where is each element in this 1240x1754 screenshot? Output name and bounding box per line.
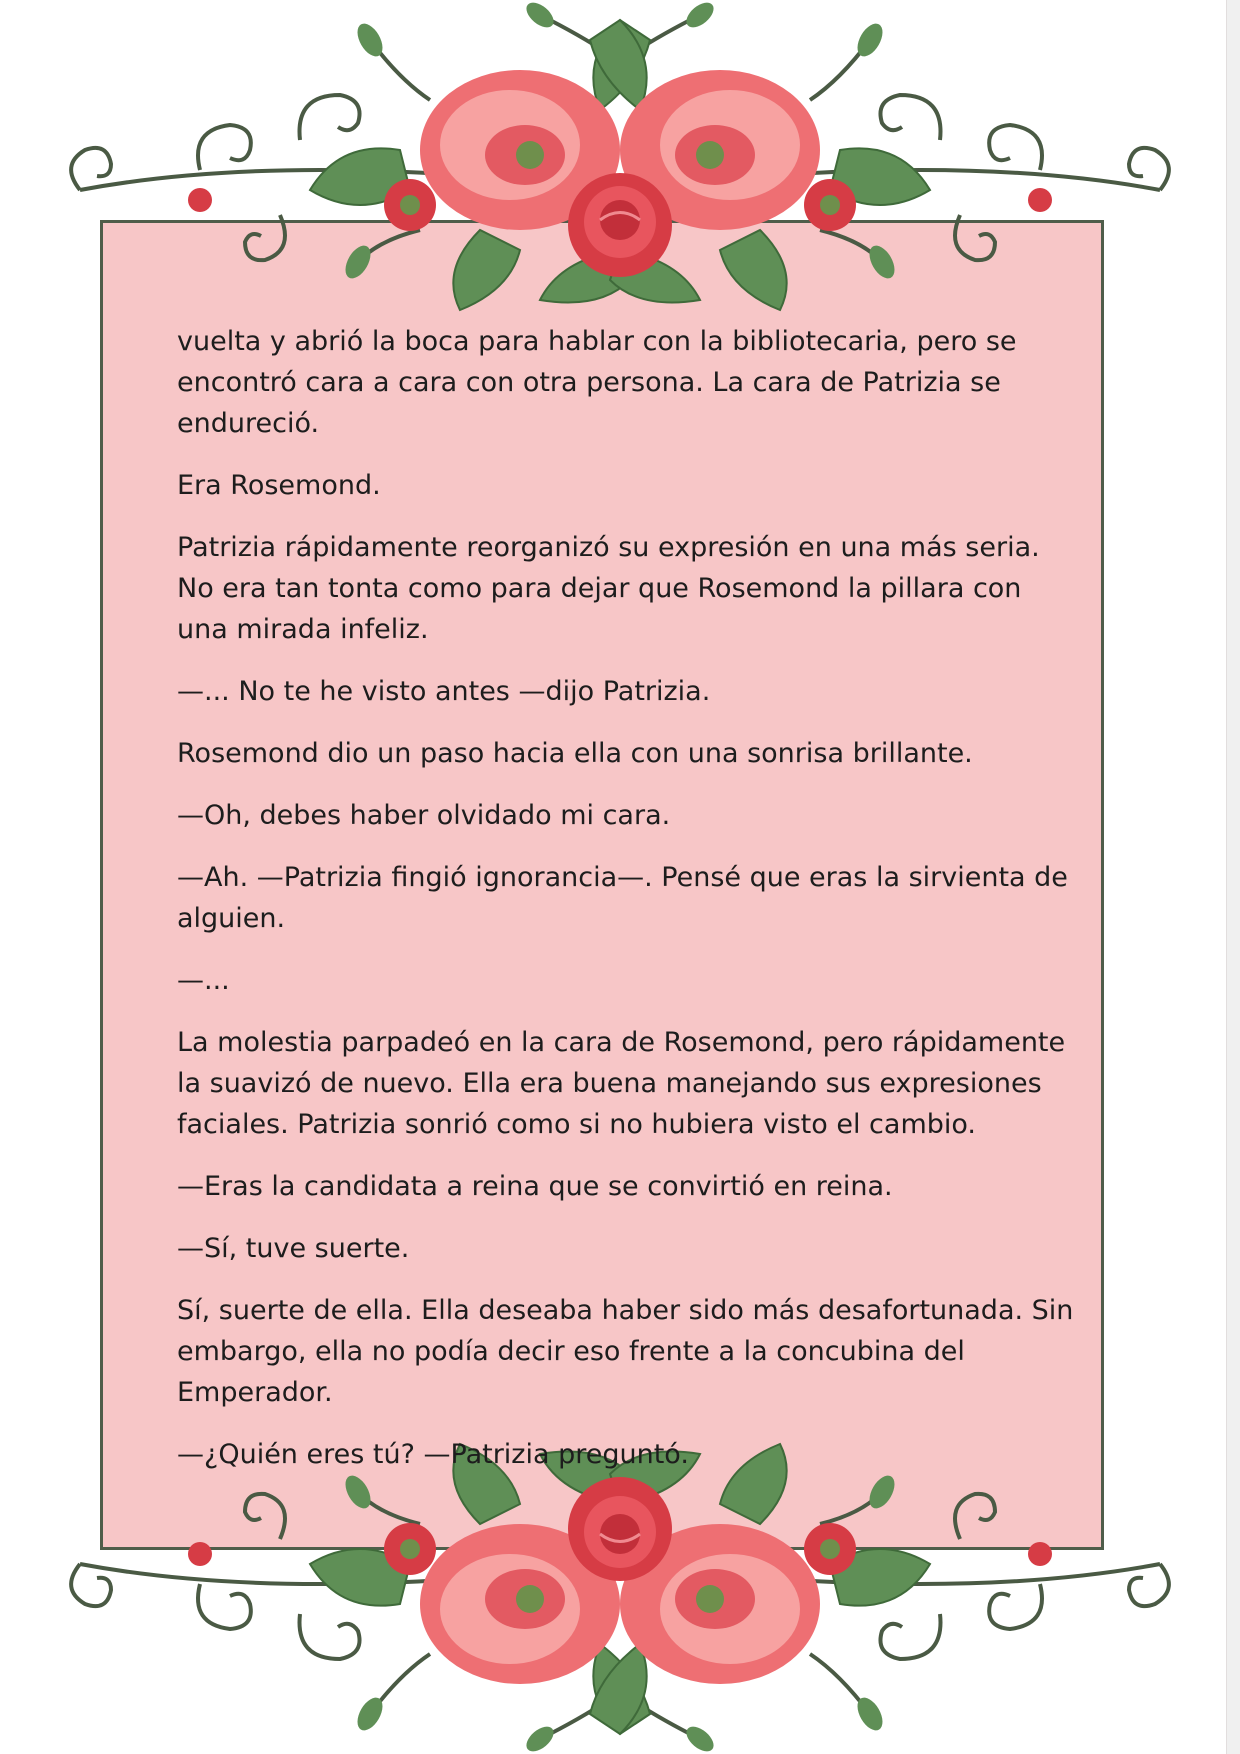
paragraph: —Eras la candidata a reina que se convirtió en reina.: [177, 1171, 893, 1202]
paragraph: —... No te he visto antes —dijo Patrizia.: [177, 676, 711, 707]
paragraph: Era Rosemond.: [177, 470, 381, 501]
paragraph: —Sí, tuve suerte.: [177, 1233, 410, 1264]
paragraph: La molestia parpadeó en la cara de Rosemond, pero rápidamente la suavizó de nuevo. Ella era buena manejando sus expresiones faciales. Patrizia sonrió como si no hubiera visto el cambio.: [177, 1027, 1066, 1140]
page-edge: [1226, 0, 1240, 1754]
paragraph: —Oh, debes haber olvidado mi cara.: [177, 800, 671, 831]
floral-ornament-top-icon: [40, 0, 1200, 340]
paragraph: —...: [177, 965, 230, 996]
paragraph: —Ah. —Patrizia fingió ignorancia—. Pensé que eras la sirvienta de alguien.: [177, 862, 1068, 934]
paragraph: Rosemond dio un paso hacia ella con una sonrisa brillante.: [177, 738, 973, 769]
paragraph: Patrizia rápidamente reorganizó su expresión en una más seria. No era tan tonta como para dejar que Rosemond la pillara con una mirada infeliz.: [177, 532, 1040, 645]
paragraph: Sí, suerte de ella. Ella deseaba haber sido más desafortunada. Sin embargo, ella no podía decir eso frente a la concubina del Emperador.: [177, 1295, 1074, 1408]
document-body: [177, 321, 1077, 1496]
paragraph: —¿Quién eres tú? —Patrizia preguntó.: [177, 1439, 689, 1470]
paragraph: vuelta y abrió la boca para hablar con la bibliotecaria, pero se encontró cara a cara con otra persona. La cara de Patrizia se endureció.: [177, 326, 1017, 439]
